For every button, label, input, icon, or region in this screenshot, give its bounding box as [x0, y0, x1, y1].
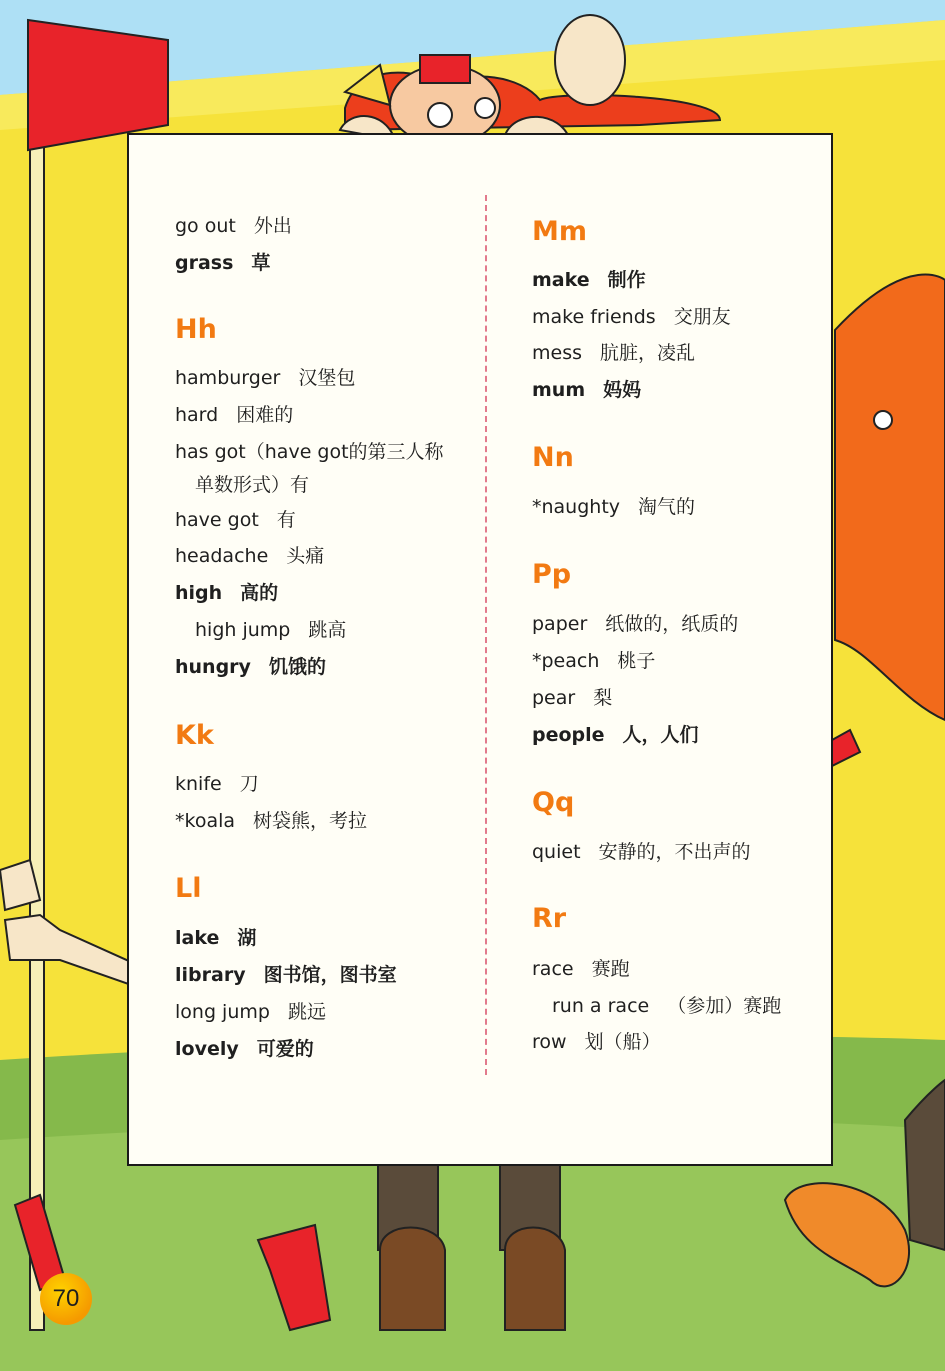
heading-n: Nn [532, 442, 574, 473]
entry-quiet: quiet 安静的，不出声的 [532, 841, 751, 863]
entry-make: make 制作 [532, 269, 646, 291]
heading-m: Mm [532, 216, 588, 247]
entry-lovely: lovely 可爱的 [175, 1038, 314, 1060]
entry-paper: paper 纸做的，纸质的 [532, 613, 739, 635]
entry-go-out: go out 外出 [175, 215, 292, 237]
entry-high: high 高的 [175, 582, 279, 604]
entry-headache: headache 头痛 [175, 545, 325, 567]
page-number-badge: 70 [40, 1273, 92, 1325]
entry-has-got-cont: 单数形式）有 [195, 474, 310, 496]
word-list-board [127, 133, 833, 1166]
entry-people: people 人，人们 [532, 724, 699, 746]
heading-q: Qq [532, 787, 575, 818]
heading-r: Rr [532, 903, 567, 934]
entry-mum: mum 妈妈 [532, 379, 642, 401]
entry-lake: lake 湖 [175, 927, 257, 949]
entry-row: row 划（船） [532, 1031, 661, 1053]
entry-hamburger: hamburger 汉堡包 [175, 367, 356, 389]
entry-library: library 图书馆，图书室 [175, 964, 397, 986]
heading-p: Pp [532, 559, 572, 590]
entry-naughty: *naughty 淘气的 [532, 496, 696, 518]
entry-koala: *koala 树袋熊，考拉 [175, 810, 368, 832]
entry-has-got: has got（have got的第三人称 [175, 441, 444, 463]
entry-mess: mess 肮脏，凌乱 [532, 342, 696, 364]
entry-long-jump: long jump 跳远 [175, 1001, 326, 1023]
heading-h: Hh [175, 314, 217, 345]
entry-have-got: have got 有 [175, 509, 296, 531]
entry-race: race 赛跑 [532, 958, 630, 980]
entry-grass: grass 草 [175, 252, 271, 274]
entry-hungry: hungry 饥饿的 [175, 656, 326, 678]
entry-run-a-race: run a race （参加）赛跑 [552, 995, 782, 1017]
entry-pear: pear 梨 [532, 687, 613, 709]
entry-high-jump: high jump 跳高 [195, 619, 347, 641]
entry-peach: *peach 桃子 [532, 650, 656, 672]
entry-knife: knife 刀 [175, 773, 259, 795]
column-divider [485, 195, 487, 1075]
heading-l: Ll [175, 873, 202, 904]
entry-make-friends: make friends 交朋友 [532, 306, 731, 328]
entry-hard: hard 困难的 [175, 404, 294, 426]
heading-k: Kk [175, 720, 214, 751]
